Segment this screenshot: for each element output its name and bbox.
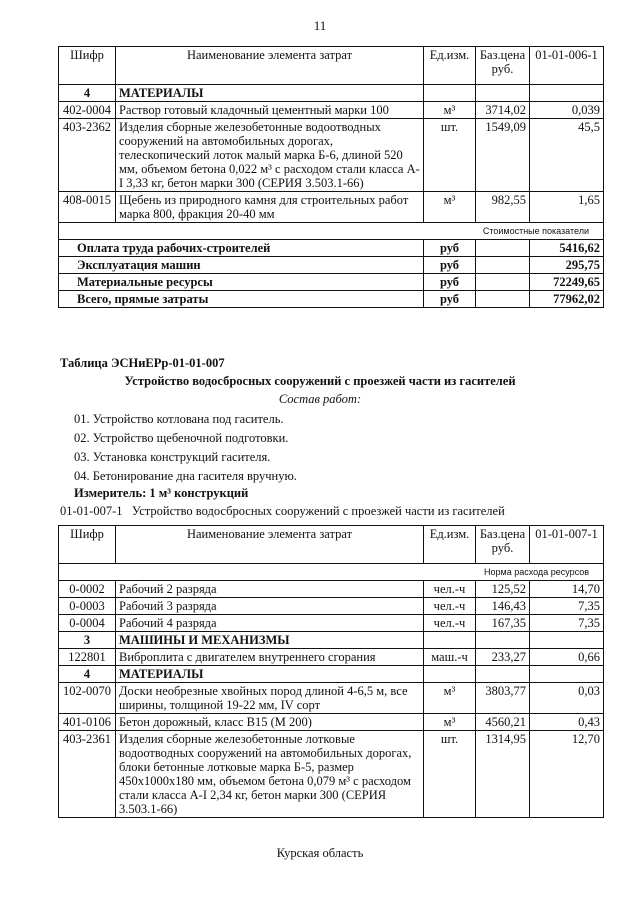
table-row [59,119,604,192]
total-unit: руб [424,240,476,257]
total-row [59,274,604,291]
row-qty: 0,039 [530,102,604,119]
table-row [59,192,604,223]
row-unit: м³ [424,714,476,731]
empty-cell [476,85,530,102]
work-item: 02. Устройство щебеночной подготовки. [74,431,289,445]
row-unit: м³ [424,192,476,223]
section-heading: Устройство водосбросных сооружений с проезжей части из гасителей [124,374,516,388]
total-unit: руб [424,274,476,291]
section-code: 4 [59,85,116,102]
norm-caption: Норма расхода ресурсов [59,564,604,581]
total-value: 5416,62 [530,240,604,257]
header-name: Наименование элемента затрат [116,47,424,85]
row-qty: 1,65 [530,192,604,223]
row-unit: маш.-ч [424,649,476,666]
row-price: 146,43 [476,598,530,615]
total-row [59,257,604,274]
row-name: Изделия сборные железобетонные водоотводных сооружений на автомобильных дорогах, телескопический лоток малый марка Б-6, длиной 520 мм, объемом бетона 0,022 м³ с расходом стали класса А-I 3,33 кг, бетон марки 300 (СЕРИЯ 3.503.1-66) [116,119,424,192]
header-unit: Ед.изм. [424,47,476,85]
row-price: 125,52 [476,581,530,598]
header-code: Шифр [59,47,116,85]
caption-row [59,223,604,240]
row-name: Рабочий 2 разряда [116,581,424,598]
row-code: 403-2361 [59,731,116,818]
row-name: Доски необрезные хвойных пород длиной 4-6,5 м, все ширины, толщиной 19-22 мм, IV сорт [116,683,424,714]
row-qty: 7,35 [530,615,604,632]
table-row [59,581,604,598]
row-price: 982,55 [476,192,530,223]
row-code: 401-0106 [59,714,116,731]
row-qty: 0,43 [530,714,604,731]
table-row [59,649,604,666]
footer-region: Курская область [276,846,364,860]
works-list [74,410,297,486]
table-title: Таблица ЭСНиЕРр-01-01-007 [60,356,225,370]
row-code: 122801 [59,649,116,666]
empty-cell [476,274,530,291]
section-code: 3 [59,632,116,649]
row-code: 0-0002 [59,581,116,598]
row-name: Раствор готовый кладочный цементный марки 100 [116,102,424,119]
row-unit: чел.-ч [424,581,476,598]
work-item: 01. Устройство котлована под гаситель. [74,412,284,426]
total-name: Оплата труда рабочих-строителей [59,240,424,257]
row-qty: 0,66 [530,649,604,666]
row-unit: шт. [424,731,476,818]
row-unit: чел.-ч [424,598,476,615]
work-item: 03. Установка конструкций гасителя. [74,450,271,464]
row-unit: шт. [424,119,476,192]
row-code: 403-2362 [59,119,116,192]
caption-row [59,564,604,581]
row-code: 0-0003 [59,598,116,615]
row-name: Изделия сборные железобетонные лотковые водоотводных сооружений на автомобильных дорогах, блоки бетонные лотковые марка Б-5, размер 450x1000x180 мм, объемом бетона 0,079 м³ с расходом стали класса А-I 2,34 кг, бетон марки 300 (СЕРИЯ 3.503.1-66) [116,731,424,818]
section-row [59,666,604,683]
cost-caption: Стоимостные показатели [59,223,604,240]
empty-cell [530,666,604,683]
row-qty: 7,35 [530,598,604,615]
section-title: МАТЕРИАЛЫ [116,85,424,102]
row-qty: 12,70 [530,731,604,818]
row-code: 0-0004 [59,615,116,632]
row-price: 167,35 [476,615,530,632]
row-price: 3714,02 [476,102,530,119]
total-value: 295,75 [530,257,604,274]
row-qty: 14,70 [530,581,604,598]
table-row [59,714,604,731]
empty-cell [530,632,604,649]
table-01-01-006 [58,46,604,308]
section-row [59,85,604,102]
row-price: 233,27 [476,649,530,666]
total-row [59,291,604,308]
item-line: 01-01-007-1 Устройство водосбросных сооружений с проезжей части из гасителей [60,504,505,518]
row-code: 408-0015 [59,192,116,223]
composition-title: Состав работ: [278,392,362,406]
section-title: МАШИНЫ И МЕХАНИЗМЫ [116,632,424,649]
header-name: Наименование элемента затрат [116,526,424,564]
table-row [59,598,604,615]
row-price: 1549,09 [476,119,530,192]
empty-cell [476,666,530,683]
empty-cell [424,666,476,683]
row-price: 1314,95 [476,731,530,818]
row-unit: м³ [424,102,476,119]
total-unit: руб [424,257,476,274]
table-01-01-007 [58,525,604,818]
header-norm-code: 01-01-006-1 [530,47,604,85]
header-price: Баз.цена руб. [476,47,530,85]
row-qty: 45,5 [530,119,604,192]
row-price: 3803,77 [476,683,530,714]
section-row [59,632,604,649]
empty-cell [476,632,530,649]
empty-cell [476,257,530,274]
total-name: Эксплуатация машин [59,257,424,274]
table-row [59,615,604,632]
row-price: 4560,21 [476,714,530,731]
header-norm-code: 01-01-007-1 [530,526,604,564]
section-title: МАТЕРИАЛЫ [116,666,424,683]
header-price: Баз.цена руб. [476,526,530,564]
total-row [59,240,604,257]
row-name: Виброплита с двигателем внутреннего сгорания [116,649,424,666]
total-name: Всего, прямые затраты [59,291,424,308]
meter-line: Измеритель: 1 м³ конструкций [74,486,249,500]
page-number: 11 [313,18,327,33]
row-name: Щебень из природного камня для строительных работ марка 800, фракция 20-40 мм [116,192,424,223]
header-code: Шифр [59,526,116,564]
header-unit: Ед.изм. [424,526,476,564]
row-name: Бетон дорожный, класс В15 (М 200) [116,714,424,731]
row-name: Рабочий 3 разряда [116,598,424,615]
empty-cell [476,291,530,308]
table-row [59,683,604,714]
empty-cell [424,632,476,649]
row-unit: м³ [424,683,476,714]
row-qty: 0,03 [530,683,604,714]
total-value: 72249,65 [530,274,604,291]
row-code: 102-0070 [59,683,116,714]
total-value: 77962,02 [530,291,604,308]
row-unit: чел.-ч [424,615,476,632]
table-row [59,731,604,818]
work-item: 04. Бетонирование дна гасителя вручную. [74,469,297,483]
table-row [59,102,604,119]
total-unit: руб [424,291,476,308]
section-code: 4 [59,666,116,683]
empty-cell [530,85,604,102]
empty-cell [476,240,530,257]
row-name: Рабочий 4 разряда [116,615,424,632]
empty-cell [424,85,476,102]
total-name: Материальные ресурсы [59,274,424,291]
row-code: 402-0004 [59,102,116,119]
